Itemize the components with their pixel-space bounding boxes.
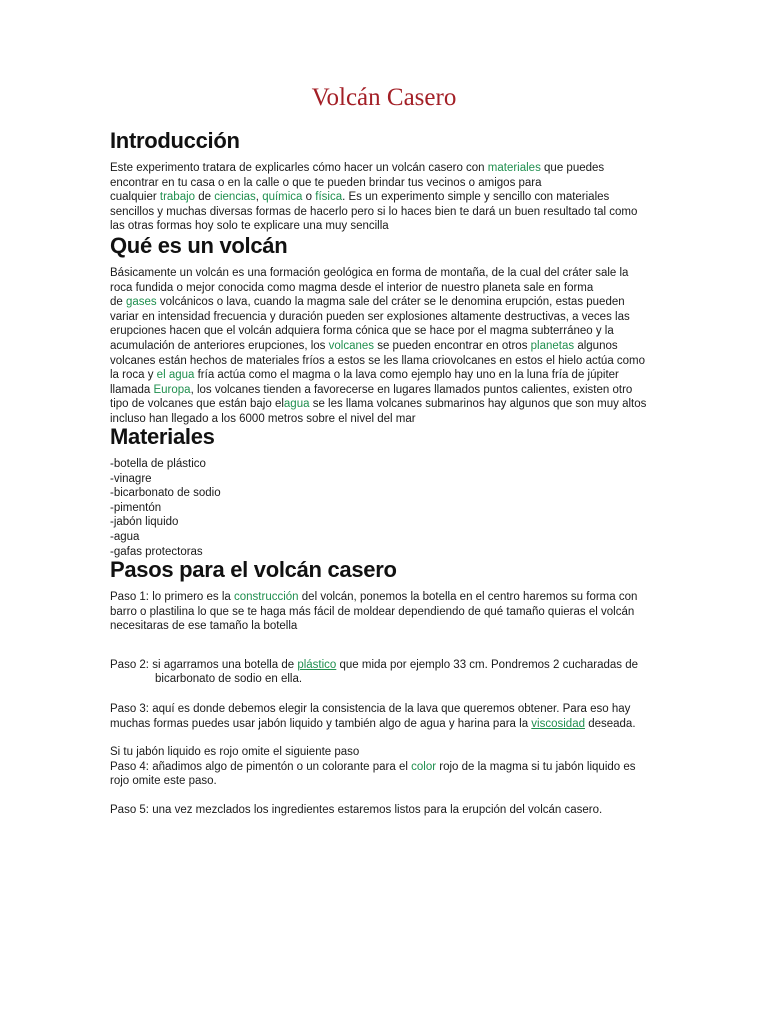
paragraph-line: necesitaras de ese tamaño la botella [110,620,298,633]
list-item: -agua [110,530,140,543]
link-color[interactable]: color [411,760,437,773]
link-fisica[interactable]: física [315,191,343,204]
list-item: -jabón liquido [110,516,179,529]
list-item: -gafas protectoras [110,545,203,558]
link-quimica[interactable]: química [262,191,303,204]
materials-list [110,457,655,559]
link-volcanes[interactable]: volcanes [328,339,375,352]
link-el-agua[interactable]: el agua [156,369,195,382]
list-item: -pimentón [110,501,162,514]
list-item: -vinagre [110,472,152,485]
paragraph-line: variar en intensidad frecuencia y duración pueden ser explosiones altamente destructivas, a veces las [110,310,630,323]
step-5: Paso 5: una vez mezclados los ingredientes estaremos listos para la erupción del volcán casero. [110,803,603,816]
section-heading: Materiales [110,424,215,449]
paragraph-line: de gases volcánicos o lava, cuando la magma sale del cráter se le denomina erupción, estas pueden [110,296,625,309]
link-ciencias[interactable]: ciencias [214,191,256,204]
paragraph-line: rojo omite este paso. [110,775,217,788]
paragraph-line: encontrar en tu casa o en la calle o que te pueden brindar tus vecinos o amigos para [110,176,542,189]
paragraph-line: la roca y el agua fría actúa como el magma o la lava como ejemplo hay uno en la luna fría de júpiter [110,369,619,382]
section-que-es-un-volcan [110,233,655,427]
paragraph-line: muchas formas puedes usar jabón liquido y también algo de agua y harina para la viscosidad deseada. [110,717,636,730]
section-materiales [110,424,655,559]
section-heading: Qué es un volcán [110,233,288,258]
paragraph-line: barro o plastilina lo que se te haga más fácil de moldear dependiendo de qué tamaño quieras el volcán [110,605,635,618]
page-title: Volcán Casero [311,84,457,111]
list-item: -botella de plástico [110,458,206,470]
paragraph-line: sencillos y muchas diversas formas de hacerlo pero si lo haces bien te dará un buen resultado tal como [110,205,638,218]
link-materiales[interactable]: materiales [487,162,541,174]
paragraph-line: las otras formas hoy solo te explicare una muy sencilla [110,220,389,233]
link-agua[interactable]: agua [283,398,310,411]
link-plastico[interactable]: plástico [297,658,337,671]
step-2: Paso 2: si agarramos una botella de plástico que mida por ejemplo 33 cm. Pondremos 2 cucharadas de [110,658,639,671]
paragraph-line: llamada Europa, los volcanes tienden a favorecerse en lugares llamados puntos calientes, existen otro [110,383,633,396]
paragraph-line: roca fundida o mejor conocida como magma desde el interior de nuestro planeta sale en forma [110,281,594,294]
paragraph-line: incluso han llegado a los 6000 metros sobre el nivel del mar [110,412,416,425]
link-viscosidad[interactable]: viscosidad [531,717,585,730]
paragraph-line: volcanes están hechos de materiales fríos a estos se les llama criovolcanes en estos el hielo actúa como [110,354,646,367]
paragraph-line: Básicamente un volcán es una formación geológica en forma de montaña, de la cual del cráter sale la [110,267,629,279]
list-item: -bicarbonato de sodio [110,487,221,500]
section-introduccion [110,128,655,234]
link-planetas[interactable]: planetas [530,339,575,352]
step-4: Paso 4: añadimos algo de pimentón o un colorante para el color rojo de la magma si tu jabón liquido es [110,760,636,773]
step-1: Paso 1: lo primero es la construcción del volcán, ponemos la botella en el centro haremos su forma con [110,591,638,603]
note-line: Si tu jabón liquido es rojo omite el siguiente paso [110,746,360,759]
section-heading: Introducción [110,128,240,153]
paragraph-line: bicarbonato de sodio en ella. [155,673,303,686]
paragraph-line: cualquier trabajo de ciencias, química o física. Es un experimento simple y sencillo con materiales [110,191,610,204]
paragraph-line: tipo de volcanes que están bajo elagua se les llama volcanes submarinos hay algunos que son muy altos [110,398,647,411]
link-europa[interactable]: Europa [153,383,191,396]
section-heading: Pasos para el volcán casero [110,557,397,582]
paragraph-line: erupciones hacen que el volcán adquiera forma cónica que se hace por el magma subterráneo y la [110,325,614,338]
link-gases[interactable]: gases [126,296,157,309]
link-trabajo[interactable]: trabajo [159,191,196,204]
step-3: Paso 3: aquí es donde debemos elegir la consistencia de la lava que queremos obtener. Para eso hay [110,702,631,715]
paragraph-line: acumulación de anteriores erupciones, los volcanes se pueden encontrar en otros planetas algunos [110,339,618,352]
section-pasos [110,557,655,818]
link-construccion[interactable]: construcción [234,591,299,603]
paragraph-line: Este experimento tratara de explicarles cómo hacer un volcán casero con materiales que puedes [110,162,605,174]
